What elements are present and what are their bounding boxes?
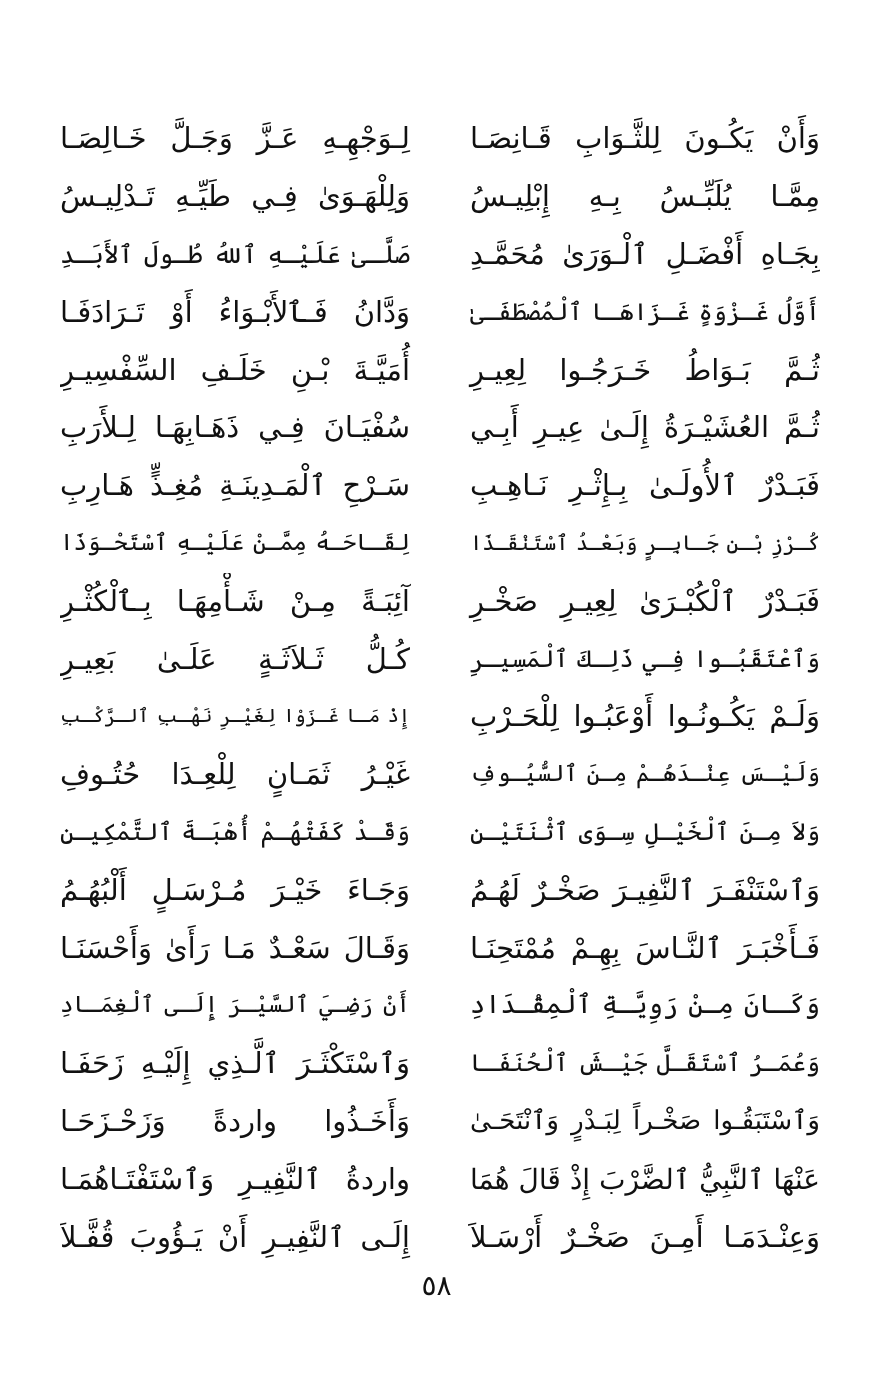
first-hemistich: وَٱسْتَبَقُـوا صَخْـراً لِبَـدْرٍ وَٱنْتَحَـىٰ [470,1105,820,1136]
second-hemistich: غَيْـرُ ثَمَـانٍ لِلْعِـدَا حُتُـوفِ [60,757,410,792]
second-hemistich: لِقَـاحَـهُ مِمَّـنْ عَلَيْـهِ ٱسْتَحْـوَذَا [60,529,410,556]
verse-line [60,341,820,399]
first-hemistich: عَنْهَا ٱلنَّبِيُّ ٱلضَّرْبَ إِذْ قَالَ هُمَا [470,1162,820,1196]
second-hemistich: وَدَّانُ فَـٱلأَبْـوَاءُ أَوْ تَـرَادَفَـا [60,294,410,329]
second-hemistich: وَقَـدْ كَفَتْهُـمْ أُهْبَـةَ ٱلتَّمْكِيـنِ [60,817,410,846]
verse-line [60,1035,820,1093]
second-hemistich: كُـلُّ ثَـلاَثَـةٍ عَلَـىٰ بَعِيـرِ [60,641,410,676]
verse-line [60,1093,820,1151]
verse-line [60,630,820,688]
first-hemistich: كُـرْزِ بْـنِ جَـابِـرٍ وَبَعْـدُ ٱسْتَنْقَـذَا [470,530,820,555]
verse-line [60,226,820,284]
second-hemistich: سَـرْحِ ٱلْمَـدِينَـةِ مُغِـذٍّ هَـارِبِ [60,468,410,503]
verse-line [60,977,820,1035]
verse-line [60,919,820,977]
second-hemistich: سُفْيَـانَ فِـي ذَهَـابِهَـا لِـلأَرَبِ [60,410,410,445]
first-hemistich: بِجَـاهِ أَفْضَـلِ ٱلْـوَرَىٰ مُحَمَّـدِ [470,236,820,271]
first-hemistich: وَلاَ مِـنَ ٱلْخَيْـلِ سِـوَى ٱثْنَتَيْـنِ [470,817,820,846]
first-hemistich: وَأَنْ يَكُـونَ لِلثَّـوَابِ قَـانِصَـا [470,121,820,156]
poem-body [60,110,820,1266]
first-hemistich: وَٱسْتَنْفَـرَ ٱلنَّفِيـرَ صَخْـرٌ لَهُـمُ [470,872,820,907]
verse-line [60,457,820,515]
first-hemistich: فَبَـدْرٌ ٱلأُولَـىٰ بِـإِثْـرِ نَـاهِـبِ [470,468,820,503]
verse-line [60,110,820,168]
verse-line [60,861,820,919]
second-hemistich: آئِبَـةً مِـنْ شَـأْمِهَـا بِـٱلْكُثْـرِ [60,583,410,618]
first-hemistich: وَلَيْـسَ عِنْـدَهُـمْ مِـنَ ٱلسُّيُـوفِ [470,761,820,788]
verse-line [60,168,820,226]
verse-line [60,572,820,630]
verse-line [60,1150,820,1208]
second-hemistich: وَجَـاءَ خَيْـرَ مُـرْسَـلٍ أَلْبُهُـمُ [60,872,410,907]
second-hemistich: وَأَخَـذُوا واردةً وَزَحْـزَحَـا [60,1103,410,1138]
verse-line [60,688,820,746]
verse-line [60,746,820,804]
page-number: ٥٨ [421,1269,452,1302]
verse-line [60,1208,820,1266]
second-hemistich: صَلَّـىٰ عَلَيْـهِ ٱللهُ طُـولَ ٱلأَبَـدِ [60,239,410,269]
first-hemistich: فَـأَخْبَـرَ ٱلنَّـاسَ بِهِـمْ مُمْتَحِنَـا [470,930,820,965]
verse-line [60,515,820,573]
first-hemistich: أَوَّلُ غَـزْوَةٍ غَـزَاهَـا ٱلْمُصْطَفَـىٰ [470,297,820,326]
second-hemistich: إِذْ مَـا غَـزَوْا لِغَيْـرِ نَهْـبِ ٱلـرَّكْـبِ [60,705,410,728]
first-hemistich: ثُـمَّ العُشَيْـرَةُ إِلَـىٰ عِيـرِ أَبِـي [470,410,820,445]
first-hemistich: وَكَـانَ مِـنْ رَوِيَّـةِ ٱلْمِقْـدَادِ [470,990,820,1021]
second-hemistich: واردةُ ٱلنَّفِيـرِ وَٱسْتَفْتَـاهُمَـا [60,1161,410,1196]
first-hemistich: ثُـمَّ بَـوَاطُ خَـرَجُـوا لِعِيـرِ [470,352,820,387]
first-hemistich: وَعِنْـدَمَـا أَمِـنَ صَخْـرٌ أَرْسَـلاَ [470,1219,820,1254]
first-hemistich: مِمَّـا يُلَبِّـسُ بِـهِ إِبْلِيـسُ [470,179,820,214]
second-hemistich: أَنْ رَضِـيَ ٱلسَّيْـرَ إِلَـى ٱلْغِمَـادِ [60,992,410,1019]
verse-line [60,283,820,341]
second-hemistich: وَقَـالَ سَعْـدٌ مَـا رَأَىٰ وَأَحْسَنَـا [60,930,410,965]
first-hemistich: وَعُمَـرُ ٱسْتَقَـلَّ جَيْـشَ ٱلْحُنَفَـا [470,1049,820,1078]
first-hemistich: وَلَـمْ يَكُـونُـوا أَوْعَبُـوا لِلْحَـرْبِ [470,699,820,734]
first-hemistich: وَٱعْتَقَبُـوا فِـي ذَلِـكَ ٱلْمَسِيـرِ [470,644,820,673]
second-hemistich: وَلِلْهَـوَىٰ فِـي طَيِّـهِ تَـدْلِيـسُ [60,179,410,214]
first-hemistich: فَبَـدْرٌ ٱلْكُبْـرَىٰ لِعِيـرِ صَخْـرِ [470,583,820,618]
second-hemistich: وَٱسْتَكْثَـرَ ٱلَّـذِي إِلَيْـهِ زَحَفَـا [60,1046,410,1081]
second-hemistich: إِلَـى ٱلنَّفِيـرِ أَنْ يَـؤُوبَ قُفَّـلاَ [60,1219,410,1254]
verse-line [60,399,820,457]
second-hemistich: أُمَيَّـةَ بْـنِ خَلَـفِ السِّفْسِيـرِ [60,352,410,387]
second-hemistich: لِـوَجْهِـهِ عَـزَّ وَجَـلَّ خَـالِصَـا [60,121,410,156]
verse-line [60,804,820,862]
